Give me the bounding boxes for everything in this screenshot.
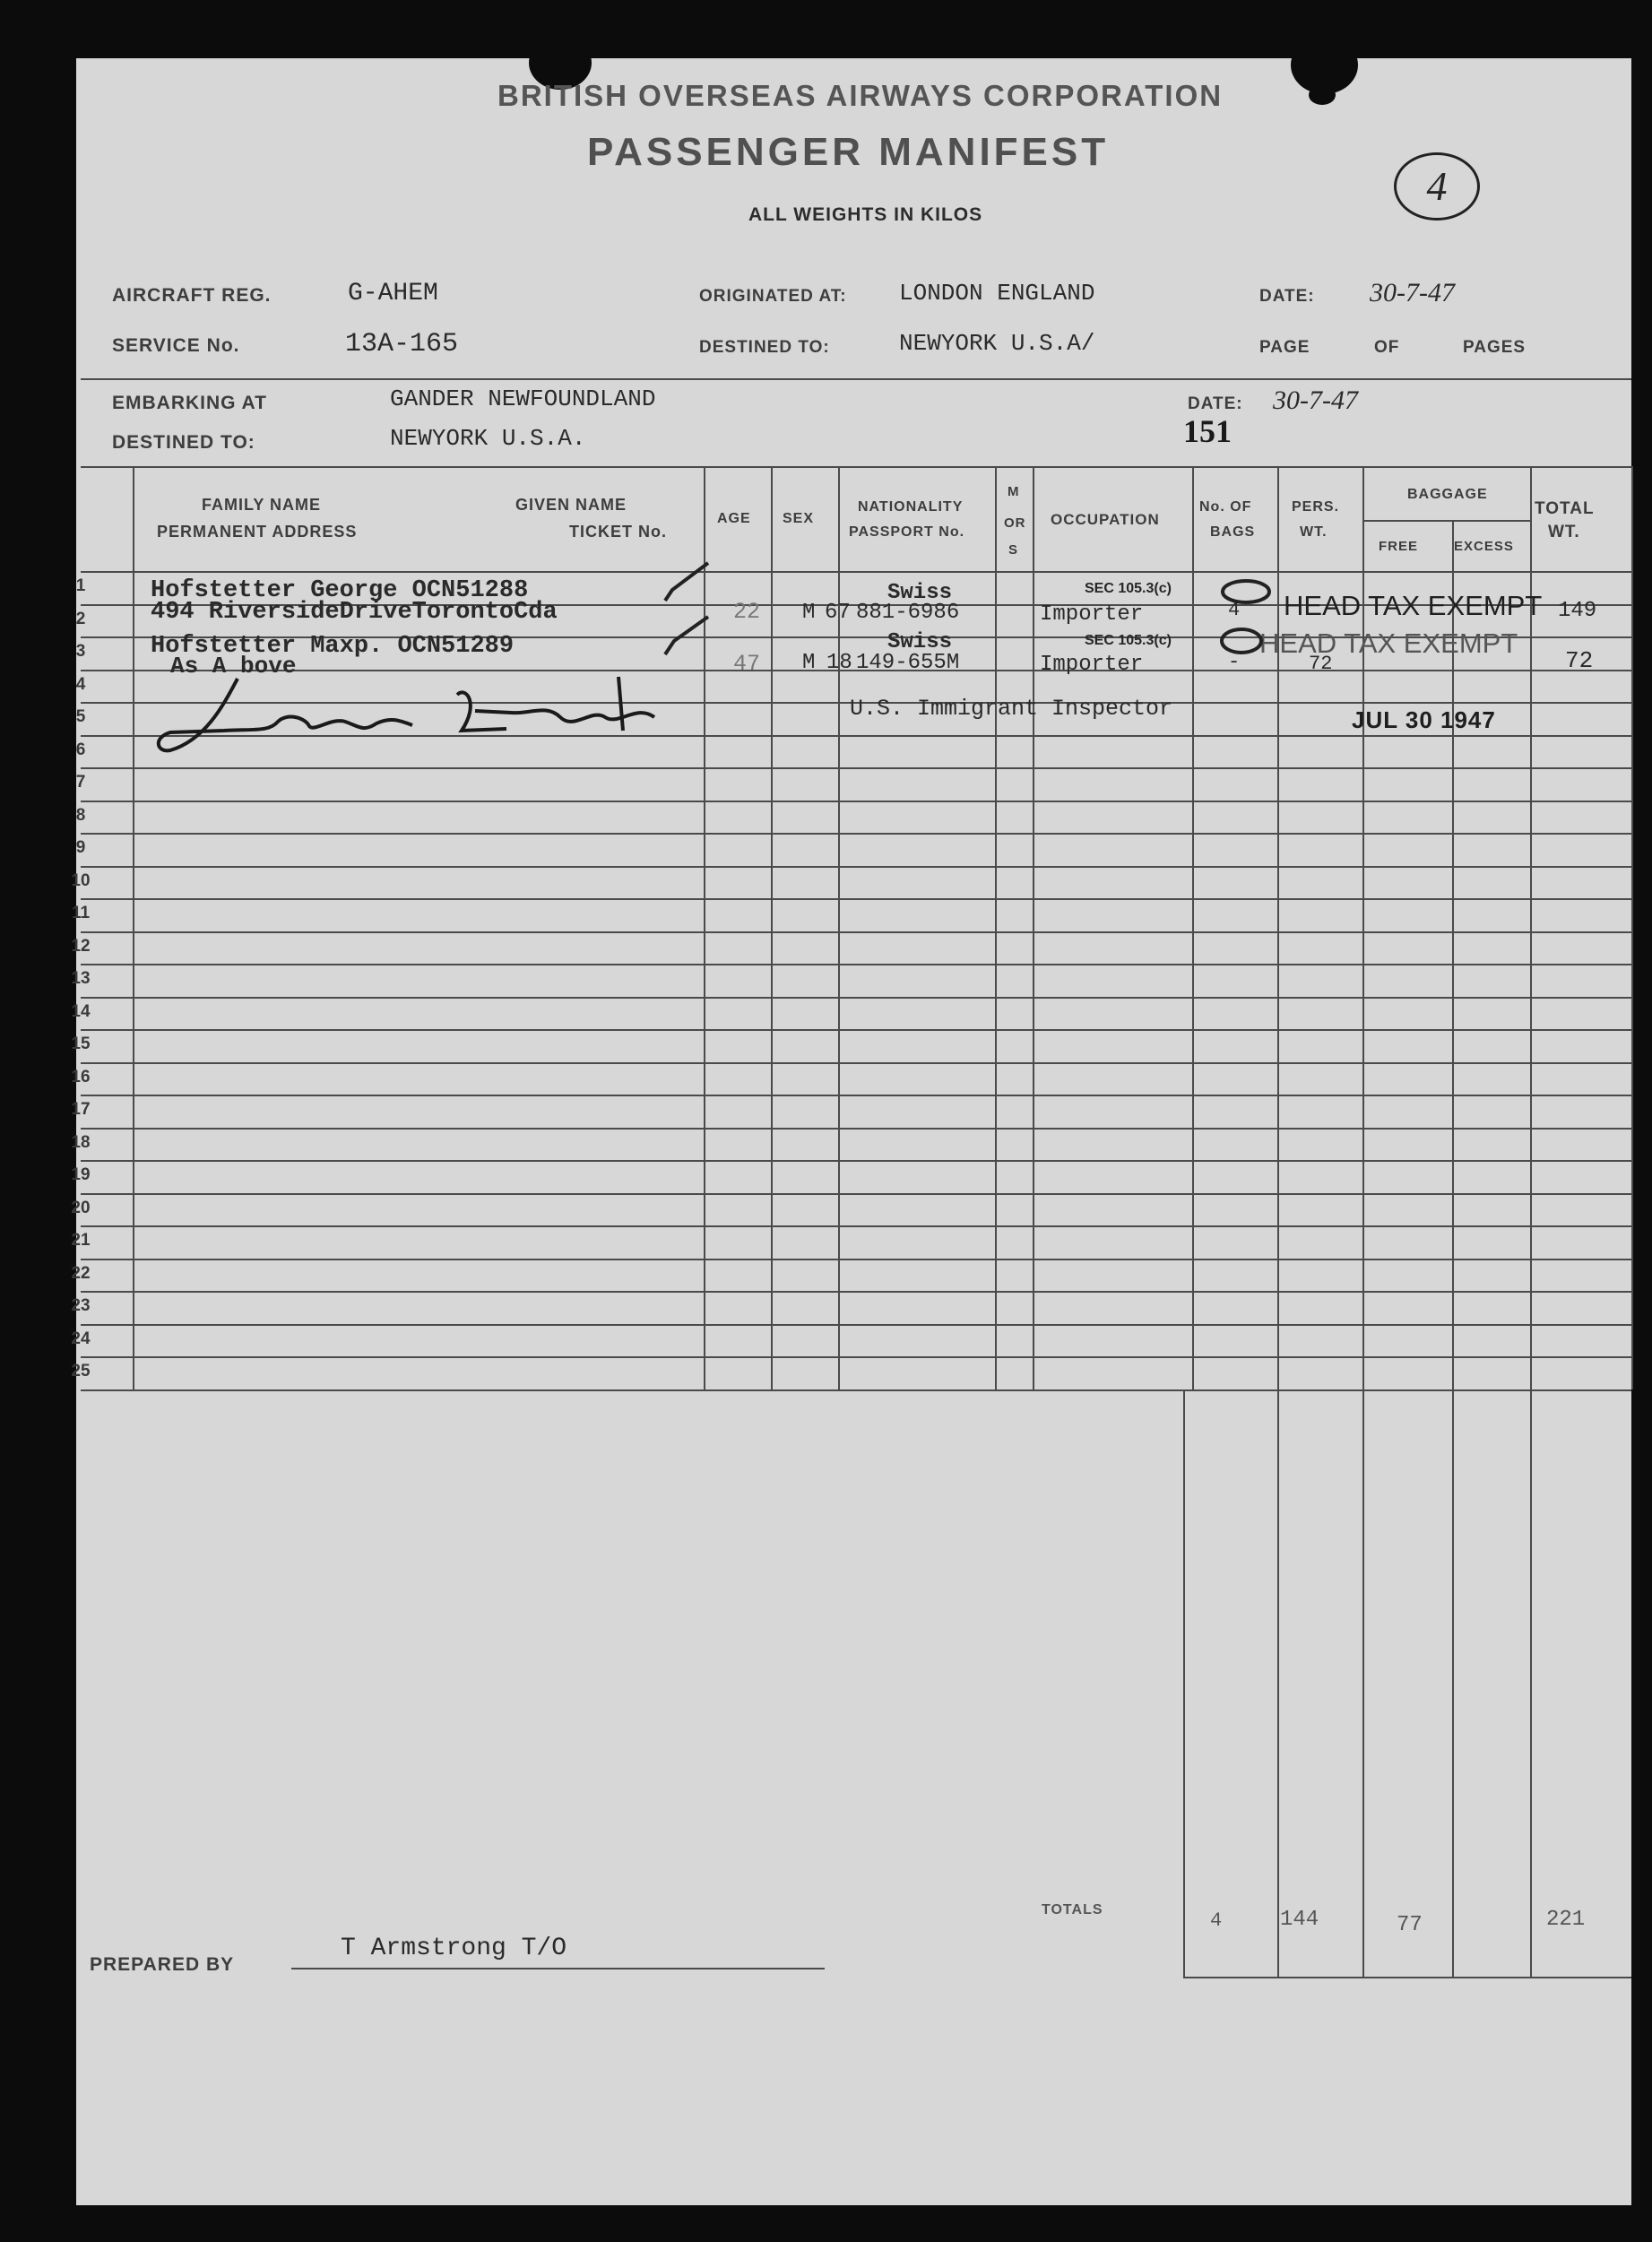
passenger-1-address: 494 RiversideDriveTorontoCda bbox=[151, 599, 558, 626]
table-row-line bbox=[81, 833, 1631, 835]
row-number: 12 bbox=[71, 937, 91, 956]
col-or: OR bbox=[1004, 515, 1026, 531]
destined-label: DESTINED TO: bbox=[699, 338, 830, 357]
aircraft-reg-value: G-AHEM bbox=[348, 280, 438, 307]
col-passport-no: PASSPORT No. bbox=[849, 524, 965, 540]
sheet-mark-number: 4 bbox=[1426, 163, 1448, 209]
embarking-value: GANDER NEWFOUNDLAND bbox=[390, 385, 656, 412]
passenger-2-pers-wt: 72 bbox=[1309, 653, 1333, 675]
col-baggage: BAGGAGE bbox=[1407, 487, 1488, 502]
col-permanent-address: PERMANENT ADDRESS bbox=[157, 523, 358, 541]
totals-column-line bbox=[1452, 1389, 1454, 1978]
col-excess: EXCESS bbox=[1454, 539, 1514, 554]
totals-pers-wt: 144 bbox=[1280, 1908, 1319, 1932]
col-family-name: FAMILY NAME bbox=[202, 496, 322, 514]
service-no-value: 13A-165 bbox=[345, 329, 459, 359]
table-header-bottom bbox=[81, 571, 1631, 573]
row-number: 2 bbox=[75, 610, 86, 628]
sheet-mark bbox=[1394, 152, 1480, 221]
table-row-line bbox=[81, 1259, 1631, 1260]
weights-note: ALL WEIGHTS IN KILOS bbox=[748, 204, 983, 225]
table-row-line bbox=[81, 1062, 1631, 1064]
row-number: 23 bbox=[71, 1296, 91, 1315]
pages-label: PAGES bbox=[1463, 338, 1527, 357]
row-number: 4 bbox=[75, 675, 86, 694]
table-row-line bbox=[81, 767, 1631, 769]
table-row-line bbox=[81, 801, 1631, 802]
row-number: 17 bbox=[71, 1100, 91, 1119]
check-marks bbox=[645, 556, 780, 663]
inspector-signature-image bbox=[152, 668, 708, 766]
row-number: 3 bbox=[75, 642, 86, 661]
passenger-1-bags: 4 bbox=[1228, 599, 1241, 621]
table-row-line bbox=[81, 964, 1631, 965]
passenger-2-age: 47 bbox=[733, 651, 761, 677]
table-row-line bbox=[81, 1356, 1631, 1358]
row-number: 7 bbox=[75, 773, 86, 792]
prepared-by-line bbox=[291, 1968, 825, 1969]
passenger-1-sec: SEC 105.3(c) bbox=[1085, 581, 1172, 596]
col-total: TOTAL bbox=[1535, 499, 1595, 518]
row-number: 22 bbox=[71, 1264, 91, 1283]
originated-value: LONDON ENGLAND bbox=[899, 280, 1095, 307]
totals-column-line bbox=[1362, 1389, 1364, 1978]
destined-to-label: DESTINED TO: bbox=[112, 432, 255, 453]
table-row-line bbox=[81, 1160, 1631, 1162]
table-row-line bbox=[81, 997, 1631, 999]
col-occupation: OCCUPATION bbox=[1051, 511, 1160, 528]
col-pers: PERS. bbox=[1292, 499, 1340, 515]
col-free: FREE bbox=[1379, 539, 1419, 554]
passenger-2-nationality: Swiss bbox=[887, 630, 953, 654]
passenger-2-occupation: Importer bbox=[1040, 653, 1144, 677]
company-name: BRITISH OVERSEAS AIRWAYS CORPORATION bbox=[497, 79, 1224, 112]
row-number: 13 bbox=[71, 969, 91, 988]
col-age: AGE bbox=[717, 511, 751, 526]
col-bags: BAGS bbox=[1210, 524, 1256, 540]
passenger-1-stamp: HEAD TAX EXEMPT bbox=[1284, 590, 1543, 621]
row-number: 15 bbox=[71, 1034, 91, 1053]
destined-to-value: NEWYORK U.S.A. bbox=[390, 425, 586, 452]
totals-box-bottom bbox=[1183, 1977, 1631, 1978]
passenger-1-occupation: Importer bbox=[1040, 602, 1144, 627]
totals-label: TOTALS bbox=[1042, 1902, 1103, 1917]
row-number: 10 bbox=[71, 871, 91, 890]
row-number: 18 bbox=[71, 1133, 91, 1152]
torn-edge bbox=[1309, 85, 1336, 105]
inspector-date-stamp: JUL 30 1947 bbox=[1352, 706, 1496, 733]
totals-free: 77 bbox=[1397, 1913, 1423, 1937]
table-row-line bbox=[81, 931, 1631, 933]
of-label: OF bbox=[1374, 338, 1400, 357]
row-number: 9 bbox=[75, 838, 86, 857]
passenger-1-ms: 67 bbox=[825, 601, 851, 625]
table-row-line bbox=[81, 1193, 1631, 1195]
row-number: 24 bbox=[71, 1329, 91, 1348]
totals-column-line bbox=[1530, 1389, 1532, 1978]
inspector-title: U.S. Immigrant Inspector bbox=[850, 696, 1173, 722]
row-number: 6 bbox=[75, 740, 86, 759]
col-s: S bbox=[1008, 542, 1019, 558]
sheet-number: 151 bbox=[1183, 413, 1232, 449]
row-number: 11 bbox=[71, 904, 91, 922]
table-column-line bbox=[1631, 466, 1633, 1389]
passenger-2-sec: SEC 105.3(c) bbox=[1085, 633, 1172, 648]
table-row-line bbox=[81, 1095, 1631, 1096]
embarking-label: EMBARKING AT bbox=[112, 393, 267, 413]
table-row-line bbox=[81, 1128, 1631, 1130]
passenger-2-address: As A bove bbox=[170, 653, 297, 680]
manifest-sheet bbox=[76, 58, 1631, 2205]
row-number: 25 bbox=[71, 1362, 91, 1381]
row-number: 16 bbox=[71, 1068, 91, 1086]
passenger-2-ms: 18 bbox=[826, 651, 852, 675]
table-row-line bbox=[81, 1389, 1631, 1391]
row-number: 19 bbox=[71, 1165, 91, 1184]
date2-value: 30-7-47 bbox=[1273, 385, 1358, 415]
prepared-by-value: T Armstrong T/O bbox=[341, 1935, 567, 1962]
passenger-1-nationality: Swiss bbox=[887, 581, 953, 605]
col-given-name: GIVEN NAME bbox=[515, 496, 627, 514]
col-nationality: NATIONALITY bbox=[858, 499, 964, 515]
table-row-line bbox=[81, 898, 1631, 900]
table-row-line bbox=[81, 1324, 1631, 1326]
passenger-2-bags: - bbox=[1228, 651, 1241, 673]
row-number: 5 bbox=[75, 707, 86, 726]
passenger-2-total: 72 bbox=[1565, 647, 1594, 674]
passenger-1-sex: M bbox=[802, 601, 816, 625]
row-number: 1 bbox=[75, 576, 86, 595]
table-row-line bbox=[81, 866, 1631, 868]
row-number: 14 bbox=[71, 1002, 91, 1021]
passenger-1-passport: 881-6986 bbox=[856, 601, 960, 625]
circled-marks bbox=[1215, 569, 1277, 659]
date-value: 30-7-47 bbox=[1370, 278, 1455, 307]
row-number: 20 bbox=[71, 1199, 91, 1217]
totals-total: 221 bbox=[1546, 1908, 1586, 1932]
date-label: DATE: bbox=[1259, 287, 1315, 306]
page-label: PAGE bbox=[1259, 338, 1310, 357]
row-number: 8 bbox=[75, 806, 86, 825]
prepared-by-label: PREPARED BY bbox=[90, 1954, 235, 1975]
aircraft-reg-label: AIRCRAFT REG. bbox=[112, 285, 272, 306]
baggage-subheader-line bbox=[1362, 520, 1530, 522]
col-sex: SEX bbox=[783, 511, 815, 526]
table-top-border bbox=[81, 466, 1631, 468]
col-ticket-no: TICKET No. bbox=[569, 523, 667, 541]
totals-column-line bbox=[1183, 1389, 1185, 1978]
originated-label: ORIGINATED AT: bbox=[699, 287, 847, 306]
destined-value: NEWYORK U.S.A/ bbox=[899, 330, 1095, 357]
passenger-1-total: 149 bbox=[1558, 599, 1597, 623]
col-total-wt: WT. bbox=[1548, 523, 1580, 541]
table-row-line bbox=[81, 1225, 1631, 1227]
document-title: PASSENGER MANIFEST bbox=[587, 130, 1110, 174]
totals-bags: 4 bbox=[1210, 1909, 1223, 1932]
service-no-label: SERVICE No. bbox=[112, 335, 240, 356]
totals-column-line bbox=[1277, 1389, 1279, 1978]
passenger-2-passport: 149-655M bbox=[856, 651, 960, 675]
col-no-of: No. OF bbox=[1199, 499, 1252, 515]
passenger-2-sex: M bbox=[802, 651, 816, 675]
passenger-2-name: Hofstetter Maxp. OCN51289 bbox=[151, 633, 515, 660]
passenger-1-age: 22 bbox=[733, 599, 761, 625]
table-row-line bbox=[81, 1029, 1631, 1031]
passenger-2-stamp: HEAD TAX EXEMPT bbox=[1259, 628, 1518, 659]
col-m: M bbox=[1008, 484, 1020, 499]
divider bbox=[81, 378, 1631, 380]
col-wt: WT. bbox=[1300, 524, 1328, 540]
table-row-line bbox=[81, 1291, 1631, 1293]
date2-label: DATE: bbox=[1188, 394, 1243, 413]
row-number: 21 bbox=[71, 1231, 91, 1250]
passenger-1-name: Hofstetter George OCN51288 bbox=[151, 577, 529, 604]
